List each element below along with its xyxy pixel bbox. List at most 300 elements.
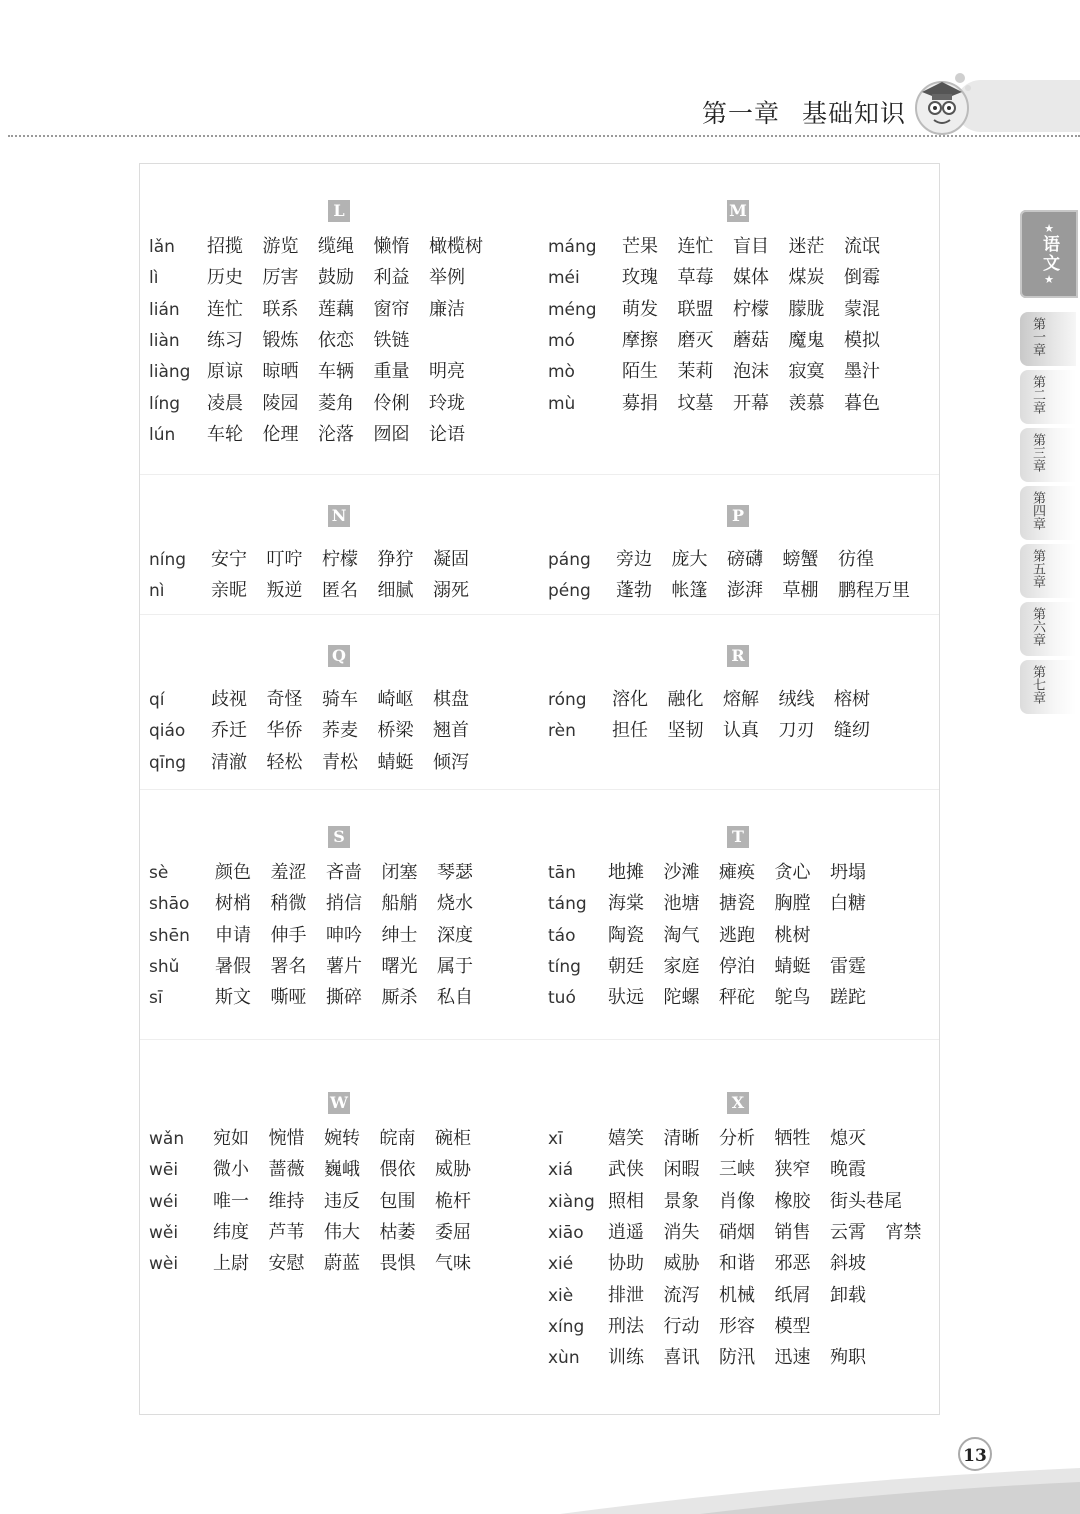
word-row: [548, 1159, 936, 1190]
word: 奇怪: [266, 689, 303, 710]
word-row: [149, 925, 536, 956]
word: 熔解: [723, 689, 759, 710]
word: 煤炭: [788, 267, 825, 289]
word-row: [548, 393, 936, 424]
section-letter: X: [727, 1092, 749, 1114]
word: 萌发: [622, 298, 658, 320]
tab-chapter-6[interactable]: [1020, 602, 1076, 656]
word: 地摊: [608, 862, 644, 883]
word: 练习: [207, 329, 243, 351]
tab-chapter-5[interactable]: [1020, 544, 1076, 598]
word: 担任: [612, 720, 648, 742]
word: 桥梁: [377, 720, 414, 742]
word: 狭窄: [774, 1159, 811, 1181]
section-letter: W: [328, 1092, 350, 1114]
word-row: [548, 330, 936, 361]
word: 三峡: [719, 1159, 755, 1181]
pinyin-label: wēi: [149, 1160, 179, 1181]
tab-label: 第三章: [1030, 433, 1045, 472]
chapter-title: [702, 94, 906, 130]
word: 和谐: [719, 1253, 755, 1275]
section-letter: N: [328, 505, 350, 527]
pinyin-label: lún: [149, 424, 176, 445]
word: 柠檬: [322, 549, 358, 570]
word-row: [149, 987, 536, 1018]
word: 厉害: [262, 267, 299, 289]
word-row: [548, 925, 936, 956]
subject-label: 语文: [1039, 235, 1059, 273]
word-row: [548, 956, 936, 987]
word: 茉莉: [677, 361, 714, 383]
word: 倾泻: [433, 751, 469, 773]
word: 桃树: [774, 924, 811, 946]
word: 威胁: [435, 1159, 471, 1181]
word: 绅士: [381, 924, 418, 946]
word: 募捐: [622, 392, 658, 414]
word: 属于: [437, 955, 473, 977]
word: 呻吟: [326, 924, 362, 946]
section-p: [539, 474, 939, 615]
section-letter: R: [727, 645, 749, 667]
word-row: [548, 299, 936, 330]
word: 蓬勃: [616, 580, 652, 602]
word: 婉转: [324, 1128, 360, 1149]
section-letter: S: [328, 826, 350, 848]
word: 烧水: [437, 893, 473, 915]
word: 荞麦: [322, 720, 358, 742]
pinyin-label: lì: [149, 268, 159, 289]
pinyin-label: mò: [548, 362, 575, 383]
word: 举例: [429, 267, 465, 289]
word: 倒霉: [844, 267, 880, 289]
word: 歧视: [211, 689, 247, 710]
word: 硝烟: [719, 1221, 755, 1243]
word: 联系: [262, 298, 299, 320]
word: 斜坡: [830, 1253, 866, 1275]
word: 碗柜: [435, 1128, 471, 1149]
word: 厮杀: [381, 987, 418, 1009]
word: 帐篷: [671, 580, 708, 602]
word: 坍塌: [830, 862, 866, 883]
word: 崎岖: [377, 689, 414, 710]
word: 私自: [437, 987, 473, 1009]
word: 懒惰: [373, 236, 410, 257]
word: 历史: [207, 267, 243, 289]
word: 闲暇: [663, 1159, 700, 1181]
word: 草棚: [782, 580, 819, 602]
word-row: [149, 893, 536, 924]
word-row: [548, 893, 936, 924]
word: 武侠: [608, 1159, 644, 1181]
word: 维持: [268, 1190, 305, 1212]
section-q: [140, 614, 539, 790]
word: 牺牲: [774, 1128, 811, 1149]
pinyin-label: mù: [548, 393, 576, 414]
word: 陌生: [622, 361, 658, 383]
word: 照相: [608, 1190, 644, 1212]
tab-label: 第七章: [1030, 665, 1045, 704]
word-row: [149, 1222, 536, 1253]
pinyin-label: rèn: [548, 721, 576, 742]
word: 彷徨: [838, 549, 874, 570]
word: 稍微: [270, 893, 307, 915]
word: 凝固: [433, 549, 469, 570]
word: 锻炼: [262, 329, 299, 351]
pinyin-label: nì: [149, 581, 165, 602]
word: 迷茫: [788, 236, 825, 257]
pinyin-label: méi: [548, 268, 580, 289]
section-letter: Q: [328, 645, 350, 667]
tab-chapter-3[interactable]: [1020, 428, 1076, 482]
chapter-tabs: [1020, 210, 1080, 718]
word: 蔷薇: [268, 1159, 305, 1181]
word: 廉洁: [429, 298, 465, 320]
subject-tab[interactable]: [1020, 210, 1078, 298]
word: 伟大: [324, 1221, 360, 1243]
word: 家庭: [663, 955, 700, 977]
pinyin-label: sè: [149, 863, 169, 883]
word: 伦理: [262, 423, 299, 445]
word-row: [548, 1347, 936, 1378]
word: 暑假: [215, 955, 251, 977]
word: 车轮: [207, 423, 243, 445]
pinyin-label: lǎn: [149, 237, 175, 257]
word: 违反: [324, 1190, 360, 1212]
word-row: [149, 393, 536, 424]
word: 船艄: [381, 893, 418, 915]
word-row: [548, 1285, 936, 1316]
word: 云霄: [830, 1221, 866, 1243]
word: 唯一: [213, 1190, 249, 1212]
word: 玫瑰: [622, 267, 658, 289]
word: 宛如: [213, 1128, 249, 1149]
word: 蹉跎: [830, 987, 866, 1009]
pinyin-label: táng: [548, 894, 587, 915]
word: 树梢: [215, 893, 251, 915]
word: 细腻: [377, 580, 414, 602]
word: 薯片: [326, 955, 362, 977]
word-row: [548, 862, 936, 893]
word-row: [149, 1128, 536, 1159]
word: 原谅: [207, 361, 243, 383]
tab-chapter-1[interactable]: [1020, 312, 1076, 366]
section-m: [539, 164, 939, 474]
word: 缝纫: [834, 720, 870, 742]
pinyin-label: qí: [149, 690, 165, 710]
word: 宵禁: [885, 1221, 922, 1243]
section-x: [539, 1039, 939, 1415]
word: 桅杆: [435, 1190, 471, 1212]
word-row: [548, 1222, 936, 1253]
word: 盲目: [733, 236, 769, 257]
word: 招揽: [207, 236, 243, 257]
word: 安宁: [211, 549, 247, 570]
word: 伸手: [270, 924, 307, 946]
word: 晾晒: [262, 361, 299, 383]
word: 轻松: [266, 751, 303, 773]
word: 鸵鸟: [774, 987, 811, 1009]
word: 游览: [262, 236, 299, 257]
word: 流泻: [663, 1284, 700, 1306]
word: 巍峨: [324, 1159, 360, 1181]
word: 窗帘: [373, 298, 410, 320]
word: 草莓: [677, 267, 714, 289]
word: 行动: [663, 1315, 700, 1337]
word: 狰狞: [377, 549, 414, 570]
word: 羞涩: [270, 862, 307, 883]
word: 媒体: [733, 267, 769, 289]
pinyin-label: xié: [548, 1254, 574, 1275]
pinyin-label: mó: [548, 330, 575, 351]
word: 清澈: [211, 751, 247, 773]
tab-chapter-7[interactable]: [1020, 660, 1076, 714]
word: 驮远: [608, 987, 644, 1009]
section-l: [140, 164, 539, 474]
word: 绒线: [778, 689, 815, 710]
word-row: [149, 720, 536, 751]
word: 协助: [608, 1253, 644, 1275]
header-divider: [8, 135, 1080, 137]
word: 凌晨: [207, 392, 243, 414]
word: 磅礴: [727, 549, 763, 570]
tab-chapter-4[interactable]: [1020, 486, 1076, 540]
pinyin-label: shēn: [149, 925, 190, 946]
word: 囫囵: [373, 423, 410, 445]
word: 坟墓: [677, 392, 714, 414]
word: 鼓励: [318, 267, 354, 289]
word: 防汛: [719, 1347, 755, 1369]
word: 畏惧: [379, 1253, 416, 1275]
word: 嬉笑: [608, 1128, 644, 1149]
pinyin-label: qīng: [149, 752, 187, 773]
word: 螃蟹: [782, 549, 819, 570]
pinyin-label: shāo: [149, 894, 190, 915]
chapter-number: 第一章: [702, 99, 781, 128]
section-letter: L: [328, 200, 350, 222]
word: 停泊: [719, 955, 755, 977]
word-row: [149, 267, 536, 298]
word: 伶俐: [373, 392, 410, 414]
word: 开幕: [733, 392, 769, 414]
word: 街头巷尾: [830, 1190, 902, 1212]
word: 清晰: [663, 1128, 700, 1149]
section-letter: M: [727, 200, 749, 222]
word: 泡沫: [733, 361, 769, 383]
word: 融化: [667, 689, 704, 710]
word: 邪恶: [774, 1253, 811, 1275]
word: 陀螺: [663, 987, 700, 1009]
word: 摩擦: [622, 329, 658, 351]
word: 磨灭: [677, 329, 714, 351]
pinyin-label: xíng: [548, 1316, 585, 1337]
word: 淘气: [663, 924, 700, 946]
word: 蜻蜓: [377, 751, 414, 773]
word: 依恋: [318, 329, 354, 351]
word: 朝廷: [608, 955, 644, 977]
star-icon: ★: [1044, 222, 1054, 235]
word: 青松: [322, 751, 358, 773]
pinyin-label: xùn: [548, 1348, 580, 1369]
word-row: [149, 580, 536, 611]
word: 威胁: [663, 1253, 700, 1275]
word: 柠檬: [733, 298, 769, 320]
word: 销售: [774, 1221, 811, 1243]
word-row: [548, 1316, 936, 1347]
word: 形容: [719, 1315, 755, 1337]
section-t: [539, 789, 939, 1040]
word-row: [149, 1191, 536, 1222]
word-row: [149, 361, 536, 392]
word: 明亮: [429, 361, 465, 383]
section-r: [539, 614, 939, 790]
pinyin-label: tuó: [548, 988, 576, 1009]
page-number: 13: [958, 1437, 992, 1471]
word: 海棠: [608, 893, 644, 915]
chapter-name: 基础知识: [802, 99, 907, 128]
word: 缆绳: [318, 236, 354, 257]
word: 庞大: [671, 549, 708, 570]
word: 偎依: [379, 1159, 416, 1181]
pinyin-label: xiè: [548, 1285, 574, 1306]
word: 秤砣: [719, 987, 755, 1009]
word: 叛逆: [266, 580, 303, 602]
word: 分析: [719, 1128, 755, 1149]
word: 利益: [373, 267, 410, 289]
star-icon: ★: [1044, 273, 1054, 286]
tab-chapter-2[interactable]: [1020, 370, 1076, 424]
word-row: [548, 720, 936, 751]
pinyin-label: líng: [149, 393, 181, 414]
word: 沙滩: [663, 862, 700, 883]
word-row: [548, 267, 936, 298]
pinyin-label: máng: [548, 237, 597, 257]
word-row: [149, 299, 536, 330]
word: 排泄: [608, 1284, 644, 1306]
word: 撕碎: [326, 987, 362, 1009]
pinyin-label: shǔ: [149, 956, 180, 977]
word: 安慰: [268, 1253, 305, 1275]
word: 深度: [437, 924, 473, 946]
pinyin-label: péng: [548, 581, 591, 602]
word: 流氓: [844, 236, 880, 257]
word: 模拟: [844, 329, 880, 351]
pinyin-label: páng: [548, 550, 591, 570]
word: 逃跑: [719, 924, 755, 946]
pinyin-label: xī: [548, 1129, 563, 1149]
word: 蜻蜓: [774, 955, 811, 977]
word: 迅速: [774, 1347, 811, 1369]
word: 气味: [435, 1253, 471, 1275]
word: 认真: [723, 720, 759, 742]
word: 晚霞: [830, 1159, 866, 1181]
word: 颜色: [215, 862, 251, 883]
word: 捎信: [326, 893, 362, 915]
tab-label: 第四章: [1030, 491, 1045, 530]
section-s: [140, 789, 539, 1040]
word: 贪心: [774, 862, 811, 883]
word: 消失: [663, 1221, 700, 1243]
word: 乔迁: [211, 720, 247, 742]
word-row: [149, 1253, 536, 1284]
word: 委屈: [435, 1221, 471, 1243]
word: 骑车: [322, 689, 358, 710]
word: 铁链: [373, 329, 410, 351]
word: 溶化: [612, 689, 648, 710]
word: 棋盘: [433, 689, 469, 710]
word-row: [149, 236, 536, 267]
word: 连忙: [207, 298, 243, 320]
word: 皖南: [379, 1128, 416, 1149]
word: 曙光: [381, 955, 418, 977]
word-row: [548, 1253, 936, 1284]
word: 琴瑟: [437, 862, 473, 883]
pinyin-label: wǎn: [149, 1129, 185, 1149]
word: 熄灭: [830, 1128, 866, 1149]
word-row: [149, 330, 536, 361]
word: 嘶哑: [270, 987, 307, 1009]
word-row: [548, 361, 936, 392]
word: 包围: [379, 1190, 416, 1212]
word-row: [548, 987, 936, 1018]
word: 逍遥: [608, 1221, 644, 1243]
tab-label: 第五章: [1030, 549, 1045, 588]
word: 上尉: [213, 1253, 249, 1275]
pinyin-label: táo: [548, 925, 576, 946]
word: 沦落: [318, 423, 354, 445]
footer-decoration: [0, 1460, 1080, 1514]
word: 胸膛: [774, 893, 811, 915]
word: 重量: [373, 361, 410, 383]
word: 玲珑: [429, 392, 465, 414]
word-row: [548, 689, 936, 720]
word-row: [548, 549, 936, 580]
word: 斯文: [215, 987, 251, 1009]
word: 联盟: [677, 298, 714, 320]
word: 陶瓷: [608, 924, 644, 946]
pinyin-label: xiāo: [548, 1222, 584, 1243]
word: 橡胶: [774, 1190, 811, 1212]
word: 雷霆: [830, 955, 866, 977]
tab-label: 第一章: [1030, 317, 1045, 356]
word: 微小: [213, 1159, 249, 1181]
pinyin-label: wèi: [149, 1254, 179, 1275]
word: 池塘: [663, 893, 700, 915]
word: 殉职: [830, 1347, 866, 1369]
word: 连忙: [677, 236, 714, 257]
word: 训练: [608, 1347, 644, 1369]
word: 刀刃: [778, 720, 815, 742]
word: 闭塞: [381, 862, 418, 883]
word: 喜讯: [663, 1347, 700, 1369]
word: 华侨: [266, 720, 303, 742]
word: 模型: [774, 1315, 811, 1337]
word: 卸载: [830, 1284, 866, 1306]
word: 亲昵: [211, 580, 247, 602]
word: 申请: [215, 924, 251, 946]
word: 朦胧: [788, 298, 825, 320]
word: 澎湃: [727, 580, 763, 602]
pinyin-label: qiáo: [149, 721, 186, 742]
pinyin-label: wěi: [149, 1222, 179, 1243]
pinyin-label: xiá: [548, 1160, 574, 1181]
word: 蒙混: [844, 298, 880, 320]
word: 芒果: [622, 236, 658, 257]
word: 白糖: [830, 893, 866, 915]
tab-label: 第六章: [1030, 607, 1045, 646]
pinyin-label: róng: [548, 690, 587, 710]
word: 橄榄树: [429, 236, 483, 257]
word: 蔚蓝: [324, 1253, 360, 1275]
